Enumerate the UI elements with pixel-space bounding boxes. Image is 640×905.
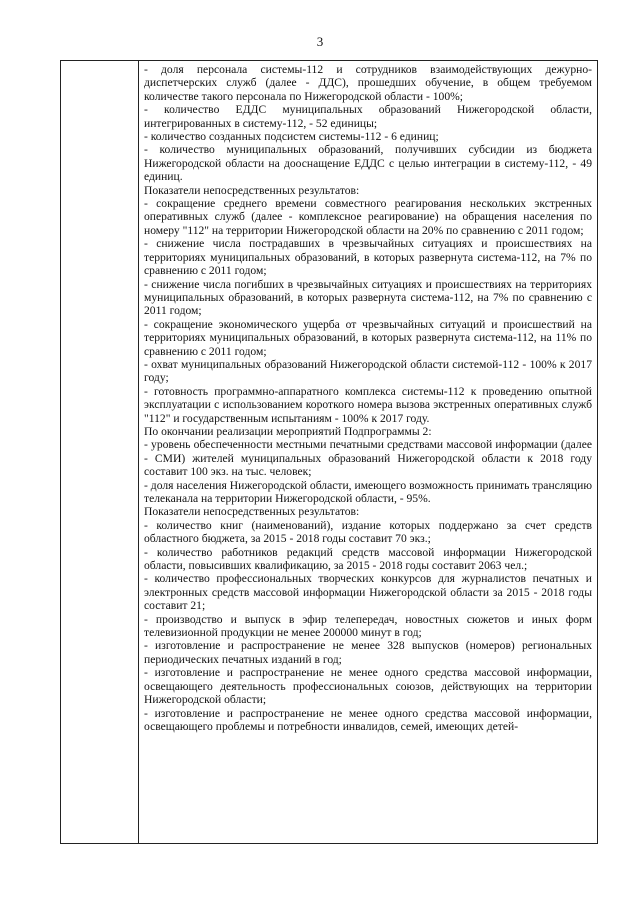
section-heading: По окончании реализации мероприятий Подпрограммы 2:	[144, 424, 432, 438]
list-item: - снижение числа погибших в чрезвычайных ситуациях и происшествиях на территориях муниципальных образований, в которых развернута система-112, на 7% по сравнению с 2011 годом;	[144, 277, 592, 318]
list-item: - готовность программно-аппаратного комплекса системы-112 к проведению опытной эксплуатации с использованием короткого номера вызова экстренных оперативных служб "112" и государственным испытаниям - 100% к 2017 году.	[144, 384, 592, 425]
list-item: - производство и выпуск в эфир телепередач, новостных сюжетов и иных форм телевизионной продукции не менее 200000 минут в год;	[144, 612, 592, 640]
list-item: - доля персонала системы-112 и сотрудников взаимодействующих дежурно-диспетчерских служб (далее - ДДС), прошедших обучение, в общем требуемом количестве такого персонала по Нижегородской области - 100%;	[144, 63, 592, 103]
list-item: - количество муниципальных образований, получивших субсидии из бюджета Нижегородской области на дооснащение ЕДДС с целью интеграции в систему-112, - 49 единиц.	[144, 143, 592, 184]
list-item: - количество книг (наименований), издание которых поддержано за счет средств областного бюджета, за 2015 - 2018 годы составит 70 экз.;	[144, 518, 592, 546]
document-table	[60, 60, 598, 844]
list-item: - количество профессиональных творческих конкурсов для журналистов печатных и электронных средств массовой информации Нижегородской области за 2015 - 2018 годы составит 21;	[144, 572, 592, 613]
list-item: - количество работников редакций средств массовой информации Нижегородской области, повысивших квалификацию, за 2015 - 2018 годы составит 2063 чел.;	[144, 545, 592, 573]
table-left-column	[61, 61, 139, 843]
table-content-column	[139, 61, 597, 843]
list-item: - изготовление и распространение не менее одного средства массовой информации, освещающего проблемы и потребности инвалидов, семей, имеющих детей-	[144, 706, 592, 733]
list-item: - уровень обеспеченности местными печатными средствами массовой информации (далее - СМИ) жителей муниципальных образований Нижегородской области к 2018 году составит 100 экз. на тыс. человек;	[144, 438, 592, 479]
list-item: - снижение числа пострадавших в чрезвычайных ситуациях и происшествиях на территориях муниципальных образований, в которых развернута система-112, на 7% по сравнению с 2011 годом;	[144, 237, 592, 278]
page-number: 3	[316, 34, 324, 49]
list-item: - сокращение экономического ущерба от чрезвычайных ситуаций и происшествий на территориях муниципальных образований, в которых развернута система-112, на 11% по сравнению с 2011 годом;	[144, 317, 592, 358]
list-item: - сокращение среднего времени совместного реагирования нескольких экстренных оперативных служб (далее - комплексное реагирование) на обращения населения по номеру "112" на территории Нижегородской области на 20% по сравнению с 2011 годом;	[144, 197, 592, 237]
section-heading: Показатели непосредственных результатов:	[144, 183, 360, 197]
list-item: - изготовление и распространение не менее одного средства массовой информации, освещающего деятельность профессиональных союзов, действующих на территории Нижегородской области;	[144, 666, 592, 707]
list-item: - охват муниципальных образований Нижегородской области системой-112 - 100% к 2017 году;	[144, 357, 592, 385]
section-heading: Показатели непосредственных результатов:	[144, 505, 360, 519]
list-item: - изготовление и распространение не менее 328 выпусков (номеров) региональных периодических печатных изданий в год;	[144, 639, 592, 666]
list-item: - количество созданных подсистем системы-112 - 6 единиц;	[144, 130, 439, 144]
list-item: - количество ЕДДС муниципальных образований Нижегородской области, интегрированных в систему-112, - 52 единицы;	[144, 103, 592, 130]
list-item: - доля населения Нижегородской области, имеющего возможность принимать трансляцию телеканала на территории Нижегородской области, - 95%.	[144, 478, 592, 505]
